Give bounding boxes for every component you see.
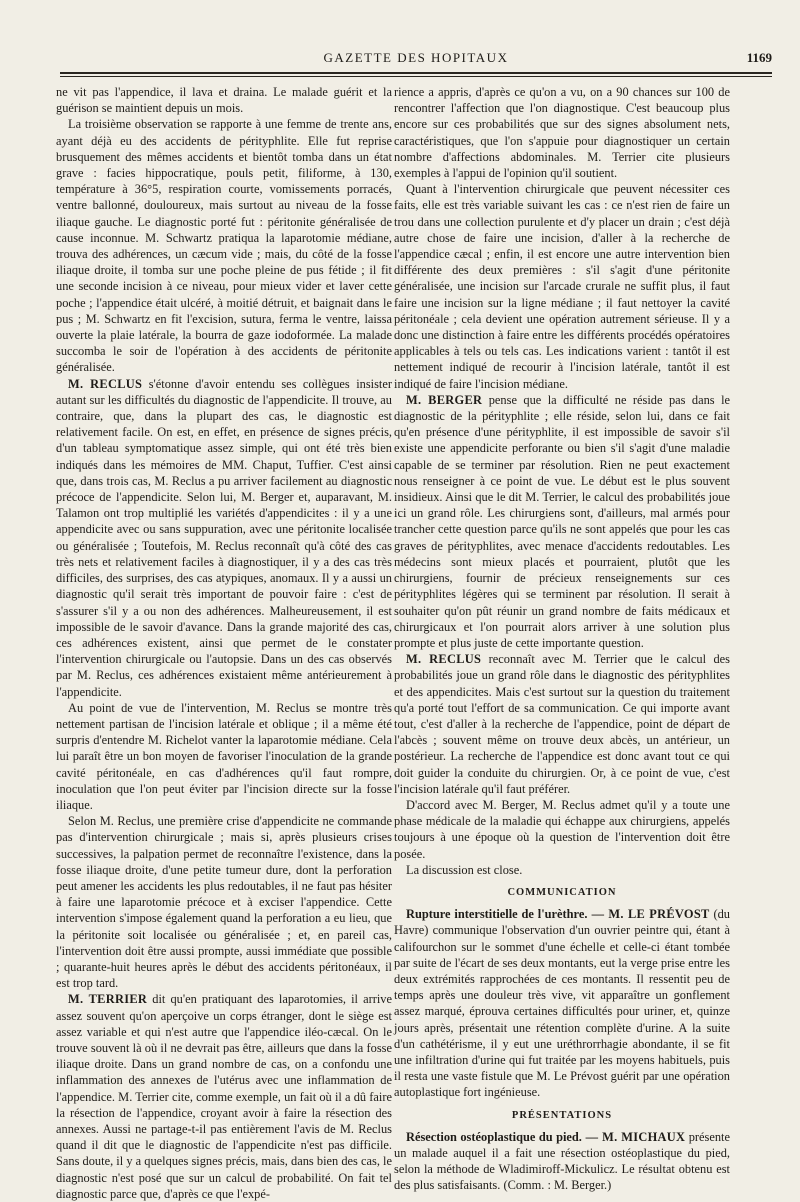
- paragraph: [394, 392, 730, 651]
- rubric-title: Rupture interstitielle de l'urèthre.: [406, 907, 588, 922]
- left-column: [56, 84, 392, 1201]
- speaker-name: — M. MICHAUX: [581, 1129, 686, 1144]
- paragraph: [394, 1129, 730, 1194]
- header-rule-thick: [60, 72, 772, 74]
- paragraph: [56, 991, 392, 1202]
- running-header: [60, 46, 772, 68]
- paragraph: La discussion est close.: [406, 862, 523, 877]
- header-rule-thin: [60, 76, 772, 77]
- paragraph: rience a appris, d'après ce qu'on a vu, on a 90 chances sur 100 de rencontrer l'affection que l'on diagnostique. C'est beaucoup plus encore sur ces probabilités que sur des signes absolument nets, caractéristiques, que l'on s'appuie pour diagnostiquer un certain nombre d'affections abdominales. M. Terrier cite plusieurs exemples à l'appui de l'opinion qu'il soutient.: [394, 85, 730, 181]
- paragraph-text: présente un malade auquel il a fait une résection ostéoplastique du pied, selon la méthode de Wladimiroff-Mickulicz. Le résultat obtenu est des plus satisfaisants. (Comm. : M. Berger.): [394, 1129, 730, 1193]
- paragraph: D'accord avec M. Berger, M. Reclus admet qu'il y a toute une phase médicale de la maladie qui échappe aux chirurgiens, appelés toujours à une époque où la question de l'intervention doit être posée.: [394, 797, 730, 861]
- speaker-name: M. BERGER: [406, 392, 483, 407]
- paragraph-text: (du Havre) communique l'observation d'un ouvrier peintre qui, étant à califourchon sur le sommet d'une échelle et celle-ci étant tombée par suite de l'écart de ses deux montants, eut la verge prise entre les deux extrémités rapprochées de ces montants. Il ressentit peu de temps après une douleur très vive, vit apparaître un gonflement assez marqué, éprouva certaines difficultés pour uriner, et, quinze jours après, présentait une rétention complète d'urine. A la suite d'un cathétérisme, il y eut une uréthrorrhagie abondante, il se fit une infiltration d'urine qui fut traitée par les moyens habituels, puis il resta une vaste fistule que M. Le Prévost guérit par une opération autoplastique fort ingénieuse.: [394, 907, 730, 1100]
- speaker-name: — M. LE PRÉVOST: [587, 907, 710, 922]
- paragraph-text: dit qu'en pratiquant des laparotomies, il arrive assez souvent qu'on aperçoive un corps étranger, dont le siège est assez variable et qui n'est autre que l'appendice iléo-cæcal. On le trouve souvent là où il ne devrait pas être, ailleurs que dans la fosse iliaque droite. Dans un grand nombre de cas, on a confondu une inflammation des annexes de l'utérus avec une inflammation de l'appendice. M. Terrier cite, comme exemple, un fait où il a dû faire la résection de l'appendice, croyant avoir à faire la résection des annexes. Aussi ne partage-t-il pas entièrement l'avis de M. Reclus quand il dit que le diagnostic de l'appendicite n'est pas difficile. Sans doute, il y a quelques signes précis, mais, dans bien des cas, le diagnostic n'est posé que sur un calcul de probabilité. On fait tel diagnostic parce que, d'après ce que l'expé-: [56, 992, 392, 1201]
- paragraph: La troisième observation se rapporte à une femme de trente ans, ayant déjà eu des accidents de pérityphlite. Elle fut reprise brusquement des mêmes accidents et bientôt tomba dans un état grave : facies hippocratique, pouls petit, filiforme, à 130, température à 36°5, respiration courte, vomissements porracés, ventre ballonné, douloureux, mais surtout au niveau de la fosse iliaque gauche. Le diagnostic porté fut : péritonite généralisée de cause inconnue. M. Schwartz pratiqua la laparotomie médiane, trouva des adhérences, un cæcum vide ; mais, du côté de la fosse iliaque droite, il tomba sur une poche pleine de pus fétide ; il fit une seconde incision à ce niveau, pour mieux vider et laver cette poche ; l'appendice était ulcéré, à moitié détruit, et baignait dans le pus ; M. Schwartz en fit l'excision, sutura, ferma le ventre, laissa ouverte la plaie latérale, la bourra de gaze iodoformée. La malade succomba le soir de l'opération à des accidents de péritonite généralisée.: [56, 117, 392, 375]
- paragraph: Selon M. Reclus, une première crise d'appendicite ne commande pas d'intervention chirurgicale ; mais si, après plusieurs crises successives, la palpation permet de reconnaître l'existence, dans la fosse iliaque droite, d'une petite tumeur dure, dont la perforation peut amener les accidents les plus redoutables, il ne faut pas hésiter à faire une laparotomie précoce et à exciser l'appendice. Cette intervention s'impose également quand la perforation a eu lieu, que la péritonite soit localisée ou généralisée ; et, en pareil cas, l'intervention doit être aussi prompte, aussi immédiate que possible ; quarante-huit heures après le début des accidents péritonéaux, il est trop tard.: [56, 814, 392, 991]
- section-heading: COMMUNICATION: [507, 886, 617, 898]
- speaker-name: M. RECLUS: [68, 376, 143, 391]
- paragraph: Quant à l'intervention chirurgicale que peuvent nécessiter ces faits, elle est très variable suivant les cas : ce n'est rien de faire un trou dans une collection purulente et d'y placer un drain ; c'est déjà autre chose de faire une incision, d'aller à la recherche de l'appendice cæcal ; enfin, il est encore une autre intervention bien différente des deux premières : s'il s'agit d'une péritonite généralisée, une incision sur l'arcade crurale ne suffit plus, il faut faire une incision sur la ligne médiane ; il faut nettoyer la cavité péritonéale ; cela devient une opération autrement sérieuse. Il y a donc une distinction à faire entre les différents procédés opératoires applicables à tels ou tels cas. Les indications varient : tantôt il est nettement indiqué de recourir à l'incision latérale, tantôt il est indiqué de faire l'incision médiane.: [394, 182, 730, 391]
- speaker-name: M. RECLUS: [406, 652, 482, 667]
- rubric-title: Résection ostéoplastique du pied.: [406, 1129, 582, 1144]
- speaker-name: M. TERRIER: [68, 992, 148, 1007]
- paragraph: ne vit pas l'appendice, il lava et draina. Le malade guérit et la guérison se maintient depuis un mois.: [56, 85, 392, 116]
- paragraph: [394, 651, 730, 797]
- paragraph-text: pense que la difficulté ne réside pas dans le diagnostic de la pérityphlite ; elle réside, selon lui, dans ce fait qu'en présence d'une pérityphlite, il est impossible de savoir s'il existe une appendicite perforante ou bien s'il s'agit d'une maladie capable de se terminer par résolution. Rien ne peut exactement nous renseigner à ce point de vue. Le début est le plus souvent insidieux. Ainsi que le dit M. Terrier, le calcul des probabilités joue ici un grand rôle. Les chirurgiens sont, d'ailleurs, mal armés pour trancher cette question parce qu'ils ne sont appelés que pour les cas graves de pérityphlites, avec menace d'accidents redoutables. Les médecins sont mieux placés et pourraient, plutôt que les chirurgiens, fournir de précieux renseignements sur ces pérityphlites légères qui se terminent par résolution. Il serait à souhaiter qu'on pût réunir un grand nombre de faits médicaux et chirurgicaux et l'on pourrait alors arriver à une solution plus prompte et plus juste de cette importante question.: [394, 392, 731, 650]
- paragraph: Au point de vue de l'intervention, M. Reclus se montre très nettement partisan de l'incision latérale et oblique ; il a même été surpris d'entendre M. Richelot vanter la laparotomie médiane. Cela lui paraît être un bon moyen de favoriser l'inoculation de la grande cavité péritonéale, en cas d'adhérences qu'il faut rompre, inoculation que l'on peut éviter par l'incision directe sur la fosse iliaque.: [56, 700, 392, 812]
- section-heading: PRÉSENTATIONS: [511, 1109, 613, 1121]
- paragraph-text: s'étonne d'avoir entendu ses collègues insister autant sur les difficultés du diagnostic de l'appendicite. Il trouve, au contraire, que, dans la plupart des cas, le diagnostic est relativement facile. On est, en effet, en présence de signes précis, d'un tableau symptomatique assez simple, qui ont été très bien indiqués dans les mémoires de MM. Chaput, Tuffier. C'est ainsi que, dans trois cas, M. Reclus a pu arriver facilement au diagnostic précoce de l'appendicite. Selon lui, M. Berger et, auparavant, M. Talamon ont trop multiplié les variétés d'appendicites : il y a une appendicite avec ou sans suppuration, avec une péritonite localisée ou généralisée ; Toutefois, M. Reclus reconnaît qu'à côté des cas très nets et relativement faciles à diagnostiquer, il y a des cas très difficiles, des surprises, des cas atypiques, anomaux. Il y a aussi un diagnostic qu'il serait très important de pouvoir faire : c'est de s'assurer s'il y a ou non des adhérences. Malheureusement, il est impossible de le savoir d'avance. Dans la grande majorité des cas, ces adhérences existent, ainsi que permet de le constater l'intervention chirurgicale ou l'autopsie. Dans un des cas observés par M. Reclus, ces adhérences existaient même antérieurement à l'appendicite.: [56, 376, 392, 699]
- right-column: [394, 84, 731, 1193]
- paragraph: [394, 906, 730, 1100]
- journal-title: GAZETTE DES HOPITAUX: [323, 50, 509, 65]
- paragraph-text: reconnaît avec M. Terrier que le calcul des probabilités joue un grand rôle dans le diagnostic des pérityphlites et des appendicites. Mais c'est surtout sur la question du traitement qu'a porté tout l'effort de sa communication. Ce qui importe avant tout, c'est d'aller à la recherche de l'appendice, point de départ de l'abcès ; souvent même on trouve deux abcès, un antérieur, un postérieur. La recherche de l'appendice est donc avant tout ce qui doit guider la conduite du chirurgien. Or, à ce point de vue, c'est l'incision latérale qu'il faut préférer.: [394, 652, 730, 796]
- paragraph: [56, 376, 392, 700]
- page-number: 1169: [746, 50, 772, 65]
